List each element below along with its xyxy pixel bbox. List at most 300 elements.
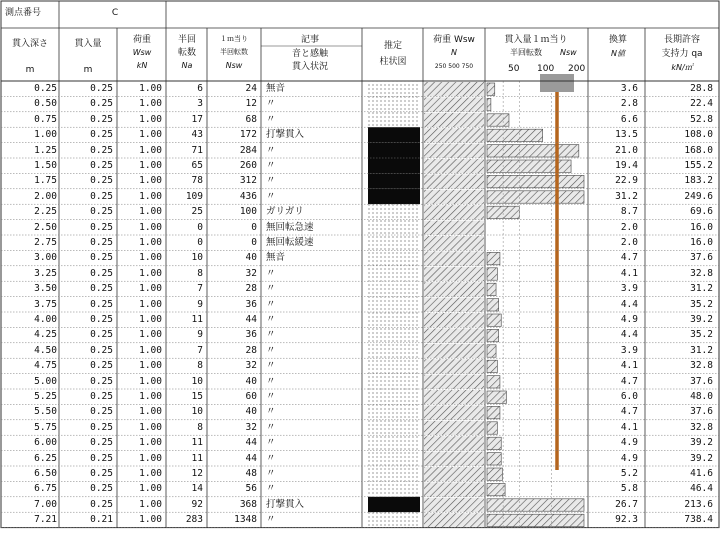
- cell-depth: 2.75: [34, 237, 57, 248]
- cell-n: 6.6: [620, 113, 638, 125]
- cell-load: 1.00: [139, 437, 162, 449]
- cell-n: 6.0: [620, 391, 638, 402]
- cell-na: 8: [197, 360, 203, 372]
- nsw-bar: [487, 268, 497, 280]
- load-bar: [424, 452, 484, 466]
- load-bar: [424, 282, 484, 296]
- column-layer: [368, 327, 420, 342]
- header-memo: 記事: [300, 35, 319, 45]
- cell-load: 1.00: [139, 360, 162, 372]
- cell-na: 9: [197, 298, 203, 310]
- cell-memo: 〃: [266, 298, 276, 310]
- cell-depth: 1.00: [34, 129, 57, 141]
- load-bar: [424, 359, 484, 373]
- cell-depth: 7.00: [34, 498, 57, 510]
- cell-na: 71: [191, 144, 203, 156]
- cell-load: 1.00: [139, 144, 162, 156]
- cell-qa: 108.0: [684, 129, 713, 141]
- cell-memo: 〃: [266, 314, 276, 325]
- cell-load: 1.00: [139, 237, 162, 248]
- column-layer: [368, 312, 420, 327]
- cell-na: 25: [191, 206, 203, 218]
- cell-nsw: 44: [245, 452, 257, 464]
- load-bar: [424, 436, 484, 450]
- cell-memo: 無音: [266, 83, 286, 94]
- cell-depth: 4.00: [34, 314, 57, 325]
- cell-memo: 〃: [266, 421, 276, 433]
- cell-qa: 39.2: [690, 452, 713, 464]
- load-bar: [424, 513, 484, 527]
- cell-memo: 〃: [266, 144, 276, 156]
- header-memo-2: 音と感触: [291, 49, 328, 59]
- cell-na: 11: [191, 314, 203, 325]
- header-loadchart: 荷重 Wsw: [433, 35, 475, 45]
- nsw-bar: [487, 453, 501, 465]
- cell-n: 4.4: [620, 329, 638, 341]
- cell-depth: 6.25: [34, 452, 57, 464]
- cell-n: 4.7: [620, 252, 638, 264]
- column-layer: [368, 512, 420, 527]
- column-layer: [368, 173, 420, 188]
- cell-load: 1.00: [139, 252, 162, 264]
- nsw-bar: [487, 376, 500, 388]
- header-per-m: １ｍ当り: [220, 35, 248, 43]
- cell-memo: 〃: [266, 329, 276, 341]
- cell-na: 7: [197, 283, 203, 295]
- marker-box: [540, 74, 574, 92]
- cell-memo: 無音: [266, 252, 286, 264]
- nsw-bar: [487, 360, 497, 372]
- cell-na: 9: [197, 329, 203, 341]
- cell-qa: 35.2: [690, 298, 713, 310]
- column-layer: [368, 81, 420, 96]
- load-bar: [424, 97, 484, 111]
- nsw-bar: [487, 499, 584, 511]
- column-layer: [368, 281, 420, 296]
- cell-qa: 213.6: [684, 498, 713, 510]
- cell-memo: 無回転緩速: [266, 237, 314, 248]
- cell-depth: 6.50: [34, 468, 57, 479]
- load-bar: [424, 236, 484, 250]
- cell-na: 0: [197, 221, 203, 233]
- column-layer: [368, 204, 420, 219]
- cell-na: 65: [191, 160, 203, 171]
- cell-n: 22.9: [615, 175, 638, 187]
- cell-na: 109: [185, 190, 203, 202]
- load-bar: [424, 159, 484, 173]
- cell-load: 1.00: [139, 514, 162, 526]
- cell-n: 4.7: [620, 375, 638, 387]
- cell-nsw: 0: [251, 237, 257, 248]
- cell-qa: 16.0: [690, 221, 713, 233]
- cell-qa: 46.4: [690, 483, 713, 495]
- cell-depth: 1.75: [34, 175, 57, 187]
- cell-memo: 打撃貫入: [266, 498, 305, 510]
- column-layer: [368, 466, 420, 481]
- cell-pen: 0.25: [90, 267, 113, 279]
- load-bar: [424, 128, 484, 142]
- cell-na: 0: [197, 237, 203, 248]
- cell-n: 13.5: [615, 129, 638, 141]
- cell-depth: 4.50: [34, 344, 57, 356]
- cell-load: 1.00: [139, 483, 162, 495]
- cell-qa: 16.0: [690, 237, 713, 248]
- cell-pen: 0.25: [90, 437, 113, 449]
- cell-qa: 738.4: [684, 514, 713, 526]
- cell-nsw: 48: [245, 468, 257, 479]
- load-bar: [424, 344, 484, 358]
- cell-qa: 69.6: [690, 206, 713, 218]
- cell-depth: 0.75: [34, 113, 57, 125]
- cell-n: 4.1: [620, 267, 638, 279]
- nsw-bar: [487, 283, 496, 295]
- cell-memo: 〃: [266, 406, 276, 418]
- column-layer: [368, 143, 420, 158]
- cell-nsw: 0: [251, 221, 257, 233]
- cell-pen: 0.25: [90, 113, 113, 125]
- header-load: 荷重: [132, 35, 151, 45]
- cell-depth: 5.75: [34, 421, 57, 433]
- cell-na: 8: [197, 267, 203, 279]
- cell-depth: 6.75: [34, 483, 57, 495]
- cell-na: 283: [185, 514, 203, 526]
- cell-pen: 0.25: [90, 375, 113, 387]
- cell-nsw: 44: [245, 314, 257, 325]
- cell-qa: 32.8: [690, 267, 713, 279]
- header-load-unit: kN: [136, 61, 148, 70]
- cell-depth: 2.00: [34, 190, 57, 202]
- cell-n: 8.7: [620, 206, 638, 218]
- column-layer: [368, 404, 420, 419]
- cell-nsw: 100: [239, 206, 257, 218]
- cell-nsw: 368: [239, 498, 257, 510]
- cell-memo: 〃: [266, 283, 276, 295]
- cell-n: 2.8: [620, 98, 638, 110]
- cell-pen: 0.25: [90, 329, 113, 341]
- cell-load: 1.00: [139, 298, 162, 310]
- cell-na: 12: [191, 468, 203, 479]
- cell-pen: 0.25: [90, 498, 113, 510]
- cell-pen: 0.25: [90, 314, 113, 325]
- cell-memo: 〃: [266, 175, 276, 187]
- header-penetration: 貫入量: [74, 39, 102, 49]
- cell-nsw: 28: [245, 344, 257, 356]
- cell-load: 1.00: [139, 221, 162, 233]
- cell-nsw: 172: [239, 129, 257, 141]
- header-load-sym: Wsw: [132, 48, 152, 57]
- load-bar: [424, 205, 484, 219]
- cell-nsw: 36: [245, 298, 257, 310]
- cell-depth: 3.25: [34, 267, 57, 279]
- header-half-turns: 半回: [177, 35, 196, 45]
- nsw-bar: [487, 299, 499, 311]
- cell-pen: 0.25: [90, 98, 113, 110]
- cell-nsw: 260: [239, 160, 257, 171]
- cell-pen: 0.25: [90, 221, 113, 233]
- cell-qa: 41.6: [690, 468, 713, 479]
- cell-pen: 0.25: [90, 160, 113, 171]
- cell-pen: 0.21: [90, 514, 113, 526]
- cell-depth: 5.25: [34, 391, 57, 402]
- cell-load: 1.00: [139, 113, 162, 125]
- cell-nsw: 28: [245, 283, 257, 295]
- nsw-bar: [487, 175, 584, 187]
- header-n-value-2: N値: [611, 49, 625, 58]
- turnchart-tick-100: 100: [537, 64, 555, 74]
- header-penetration-unit: m: [83, 65, 93, 75]
- cell-na: 11: [191, 452, 203, 464]
- cell-nsw: 40: [245, 252, 257, 264]
- cell-load: 1.00: [139, 175, 162, 187]
- column-layer: [368, 112, 420, 127]
- cell-depth: 4.75: [34, 360, 57, 372]
- cell-nsw: 36: [245, 329, 257, 341]
- cell-n: 2.0: [620, 237, 638, 248]
- cell-load: 1.00: [139, 283, 162, 295]
- column-layer: [368, 451, 420, 466]
- cell-n: 4.1: [620, 360, 638, 372]
- nsw-bar: [487, 114, 509, 126]
- cell-load: 1.00: [139, 314, 162, 325]
- cell-qa: 183.2: [684, 175, 713, 187]
- header-memo-3: 貫入状況: [291, 62, 328, 72]
- cell-na: 43: [191, 129, 203, 141]
- nsw-bar: [487, 483, 505, 495]
- load-bar: [424, 144, 484, 158]
- cell-load: 1.00: [139, 83, 162, 94]
- cell-pen: 0.25: [90, 452, 113, 464]
- cell-qa: 249.6: [684, 190, 713, 202]
- cell-na: 3: [197, 98, 203, 110]
- header-column-2: 柱状図: [379, 57, 407, 67]
- cell-load: 1.00: [139, 452, 162, 464]
- load-bar: [424, 174, 484, 188]
- column-layer: [368, 127, 420, 142]
- cell-pen: 0.25: [90, 421, 113, 433]
- cell-depth: 2.25: [34, 206, 57, 218]
- cell-qa: 32.8: [690, 360, 713, 372]
- cell-pen: 0.25: [90, 483, 113, 495]
- cell-qa: 32.8: [690, 421, 713, 433]
- cell-nsw: 68: [245, 113, 257, 125]
- cell-n: 5.2: [620, 468, 638, 479]
- cell-nsw: 60: [245, 391, 257, 402]
- cell-depth: 0.50: [34, 98, 57, 110]
- cell-load: 1.00: [139, 498, 162, 510]
- load-bar: [424, 498, 484, 512]
- cell-depth: 2.50: [34, 221, 57, 233]
- cell-load: 1.00: [139, 391, 162, 402]
- nsw-bar: [487, 83, 495, 95]
- cell-nsw: 32: [245, 421, 257, 433]
- load-bar: [424, 82, 484, 96]
- cell-na: 78: [191, 175, 203, 187]
- load-bar: [424, 467, 484, 481]
- cell-pen: 0.25: [90, 391, 113, 402]
- load-bar: [424, 482, 484, 496]
- cell-depth: 1.50: [34, 160, 57, 171]
- column-layer: [368, 343, 420, 358]
- column-layer: [368, 250, 420, 265]
- cell-depth: 4.25: [34, 329, 57, 341]
- cell-nsw: 312: [239, 175, 257, 187]
- cell-nsw: 284: [239, 144, 257, 156]
- cell-na: 8: [197, 421, 203, 433]
- cell-load: 1.00: [139, 406, 162, 418]
- load-bar: [424, 190, 484, 204]
- cell-load: 1.00: [139, 190, 162, 202]
- cell-nsw: 32: [245, 360, 257, 372]
- turnchart-tick-50: 50: [508, 64, 520, 74]
- column-layer: [368, 374, 420, 389]
- header-depth: 貫入深さ: [11, 39, 48, 49]
- cell-memo: 〃: [266, 98, 276, 110]
- header-qa-unit: kN/㎡: [671, 63, 693, 72]
- column-layer: [368, 96, 420, 111]
- cell-n: 3.6: [620, 83, 638, 94]
- cell-pen: 0.25: [90, 237, 113, 248]
- point-number-label: 測点番号: [5, 8, 42, 18]
- cell-n: 4.9: [620, 437, 638, 449]
- load-bar: [424, 421, 484, 435]
- column-layer: [368, 420, 420, 435]
- nsw-bar: [487, 129, 543, 141]
- cell-qa: 52.8: [690, 113, 713, 125]
- cell-n: 3.9: [620, 283, 638, 295]
- header-qa-2: 支持力 qa: [661, 49, 703, 59]
- load-bar: [424, 267, 484, 281]
- cell-pen: 0.25: [90, 83, 113, 94]
- nsw-bar: [487, 437, 501, 449]
- cell-nsw: 40: [245, 406, 257, 418]
- cell-na: 17: [191, 113, 203, 125]
- cell-n: 3.9: [620, 344, 638, 356]
- point-number-value: C: [111, 8, 119, 18]
- cell-na: 10: [191, 252, 203, 264]
- cell-depth: 6.00: [34, 437, 57, 449]
- cell-load: 1.00: [139, 206, 162, 218]
- cell-memo: 打撃貫入: [266, 129, 305, 141]
- cell-load: 1.00: [139, 375, 162, 387]
- cell-n: 4.1: [620, 421, 638, 433]
- nsw-bar: [487, 206, 519, 218]
- cell-qa: 22.4: [690, 98, 713, 110]
- cell-pen: 0.25: [90, 144, 113, 156]
- cell-memo: 〃: [266, 514, 276, 526]
- cell-nsw: 24: [245, 83, 257, 94]
- cell-memo: ガリガリ: [266, 206, 304, 218]
- cell-pen: 0.25: [90, 360, 113, 372]
- column-layer: [368, 266, 420, 281]
- header-per-m-2: 半回転数: [220, 48, 248, 56]
- cell-load: 1.00: [139, 421, 162, 433]
- cell-nsw: 1348: [234, 514, 257, 526]
- cell-depth: 7.21: [34, 514, 57, 526]
- header-turnchart: 貫入量１ｍ当り: [504, 35, 568, 45]
- header-qa: 長期許容: [663, 35, 700, 45]
- cell-qa: 39.2: [690, 437, 713, 449]
- cell-n: 26.7: [615, 498, 638, 510]
- column-layer: [368, 235, 420, 250]
- cell-depth: 3.50: [34, 283, 57, 295]
- cell-load: 1.00: [139, 267, 162, 279]
- cell-memo: 〃: [266, 437, 276, 449]
- cell-memo: 〃: [266, 360, 276, 372]
- cell-pen: 0.25: [90, 468, 113, 479]
- cell-memo: 〃: [266, 375, 276, 387]
- cell-depth: 1.25: [34, 144, 57, 156]
- cell-na: 10: [191, 406, 203, 418]
- column-layer: [368, 158, 420, 173]
- load-bar: [424, 251, 484, 265]
- cell-pen: 0.25: [90, 190, 113, 202]
- cell-load: 1.00: [139, 129, 162, 141]
- cell-memo: 〃: [266, 468, 276, 479]
- nsw-bar: [487, 406, 500, 418]
- cell-qa: 37.6: [690, 406, 713, 418]
- header-loadchart-ticks: 250 500 750: [434, 63, 474, 70]
- cell-pen: 0.25: [90, 175, 113, 187]
- column-layer: [368, 189, 420, 204]
- nsw-bar: [487, 468, 503, 480]
- nsw-bar: [487, 191, 584, 203]
- cell-n: 92.3: [615, 514, 638, 526]
- cell-n: 21.0: [615, 144, 638, 156]
- cell-pen: 0.25: [90, 129, 113, 141]
- cell-nsw: 40: [245, 375, 257, 387]
- cell-depth: 3.75: [34, 298, 57, 310]
- cell-nsw: 12: [245, 98, 257, 110]
- header-n-value: 換算: [608, 35, 627, 45]
- cell-qa: 48.0: [690, 391, 713, 402]
- cell-n: 31.2: [615, 190, 638, 202]
- cell-pen: 0.25: [90, 298, 113, 310]
- cell-pen: 0.25: [90, 252, 113, 264]
- nsw-bar: [487, 98, 491, 110]
- cell-memo: 〃: [266, 483, 276, 495]
- turnchart-tick-200: 200: [568, 64, 586, 74]
- header-turnchart-sym: Nsw: [560, 48, 577, 57]
- cell-qa: 28.8: [690, 83, 713, 94]
- load-bar: [424, 313, 484, 327]
- column-layer: [368, 497, 420, 512]
- cell-memo: 〃: [266, 452, 276, 464]
- cell-load: 1.00: [139, 329, 162, 341]
- load-bar: [424, 375, 484, 389]
- cell-pen: 0.25: [90, 206, 113, 218]
- cell-load: 1.00: [139, 468, 162, 479]
- nsw-bar: [487, 345, 496, 357]
- cell-load: 1.00: [139, 344, 162, 356]
- cell-depth: 5.00: [34, 375, 57, 387]
- load-bar: [424, 405, 484, 419]
- cell-na: 7: [197, 344, 203, 356]
- cell-n: 4.9: [620, 452, 638, 464]
- cell-memo: 無回転急速: [266, 221, 314, 233]
- cell-nsw: 56: [245, 483, 257, 495]
- cell-na: 14: [191, 483, 203, 495]
- header-loadchart-unit: N: [451, 48, 457, 57]
- cell-depth: 5.50: [34, 406, 57, 418]
- column-layer: [368, 220, 420, 235]
- column-layer: [368, 389, 420, 404]
- nsw-bar: [487, 391, 506, 403]
- cell-na: 10: [191, 375, 203, 387]
- cell-qa: 155.2: [684, 160, 713, 171]
- cell-n: 19.4: [615, 160, 638, 171]
- cell-qa: 39.2: [690, 314, 713, 325]
- load-bar: [424, 390, 484, 404]
